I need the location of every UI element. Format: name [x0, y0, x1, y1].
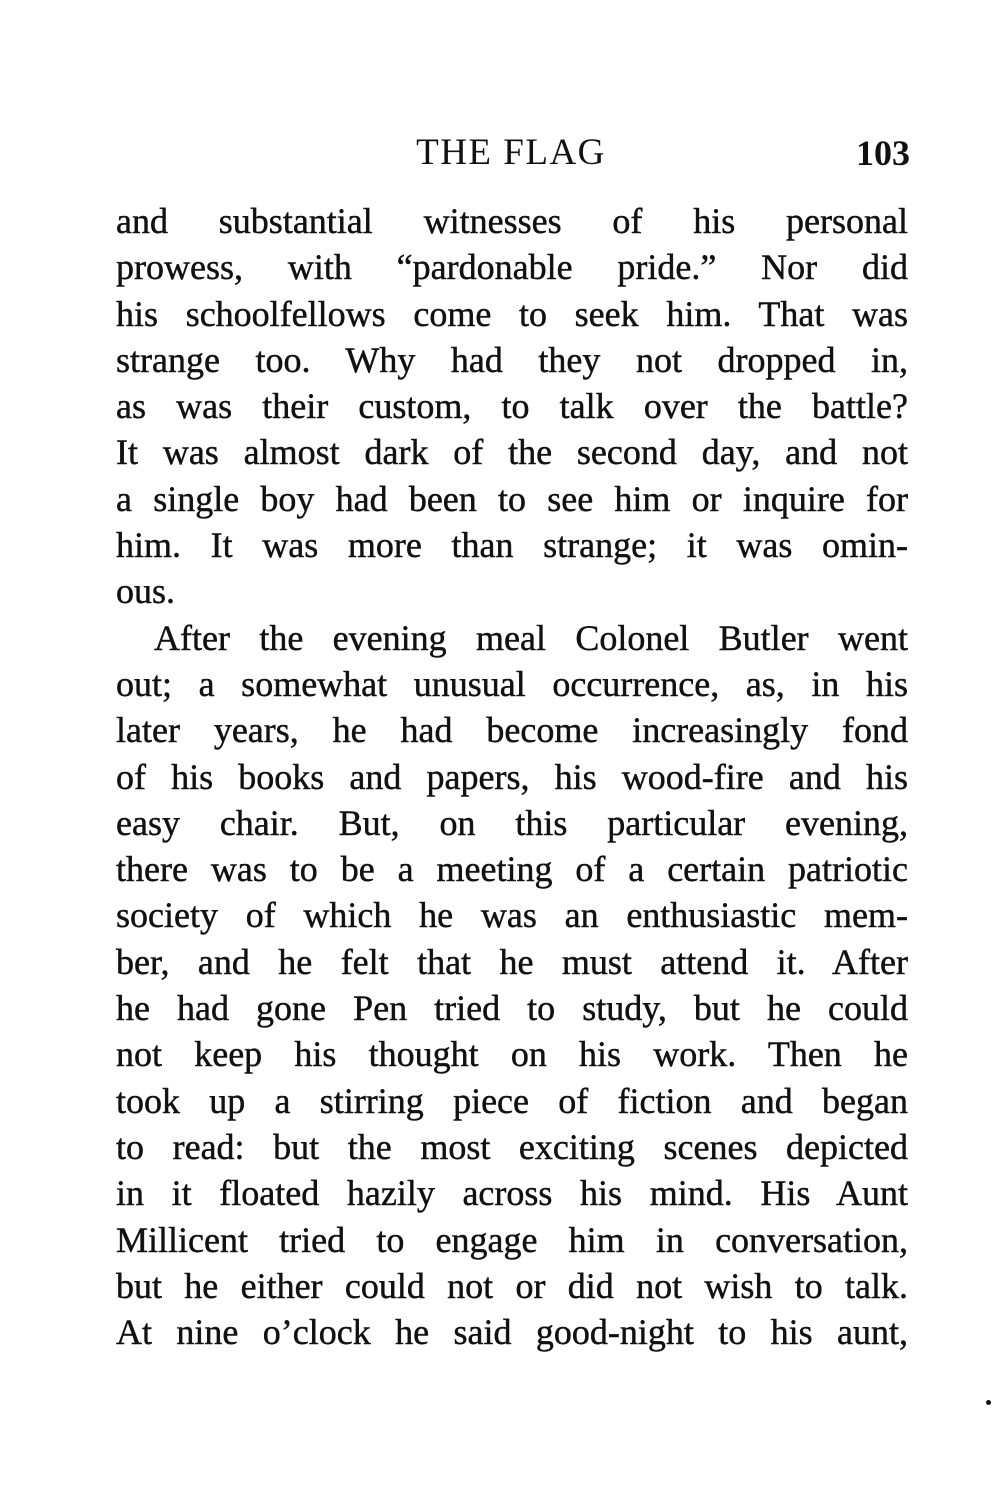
body-text	[116, 198, 908, 1355]
text-line: him. It was more than strange; it was omin-	[116, 525, 908, 566]
text-line: After the evening meal Colonel Butler went	[154, 617, 908, 658]
text-line: ous.	[116, 571, 176, 612]
text-line: in it floated hazily across his mind. His Aunt	[116, 1173, 908, 1214]
text-line: to read: but the most exciting scenes depicted	[116, 1126, 908, 1167]
text-line: he had gone Pen tried to study, but he could	[116, 988, 908, 1029]
text-line: a single boy had been to see him or inquire for	[116, 478, 908, 519]
text-line: strange too. Why had they not dropped in,	[116, 339, 908, 380]
text-line: as was their custom, to talk over the battle?	[116, 386, 908, 427]
text-line: but he either could not or did not wish to talk.	[116, 1265, 908, 1306]
stray-ink-mark	[986, 1400, 991, 1405]
paragraph-2	[116, 615, 908, 1356]
text-line: easy chair. But, on this particular evening,	[116, 802, 908, 843]
running-title: THE FLAG	[416, 132, 606, 173]
text-line: At nine o’clock he said good-night to his aunt,	[116, 1312, 908, 1353]
paragraph-1	[116, 198, 908, 615]
page-number: 103	[856, 133, 910, 173]
text-line: took up a stirring piece of fiction and began	[116, 1080, 908, 1121]
text-line: there was to be a meeting of a certain patriotic	[116, 849, 908, 890]
text-line: Millicent tried to engage him in conversation,	[116, 1219, 908, 1260]
text-line: society of which he was an enthusiastic mem-	[116, 895, 908, 936]
text-line: of his books and papers, his wood-fire and his	[116, 756, 908, 797]
text-line: ber, and he felt that he must attend it. After	[116, 941, 908, 982]
text-line: prowess, with “pardonable pride.” Nor did	[116, 247, 908, 288]
text-line: out; a somewhat unusual occurrence, as, in his	[116, 663, 908, 704]
text-line: and substantial witnesses of his personal	[116, 201, 908, 241]
text-line: later years, he had become increasingly fond	[116, 710, 908, 751]
text-line: his schoolfellows come to seek him. That was	[116, 293, 908, 334]
text-line: It was almost dark of the second day, and not	[116, 432, 908, 473]
running-header	[112, 128, 910, 178]
text-line: not keep his thought on his work. Then he	[116, 1034, 908, 1075]
